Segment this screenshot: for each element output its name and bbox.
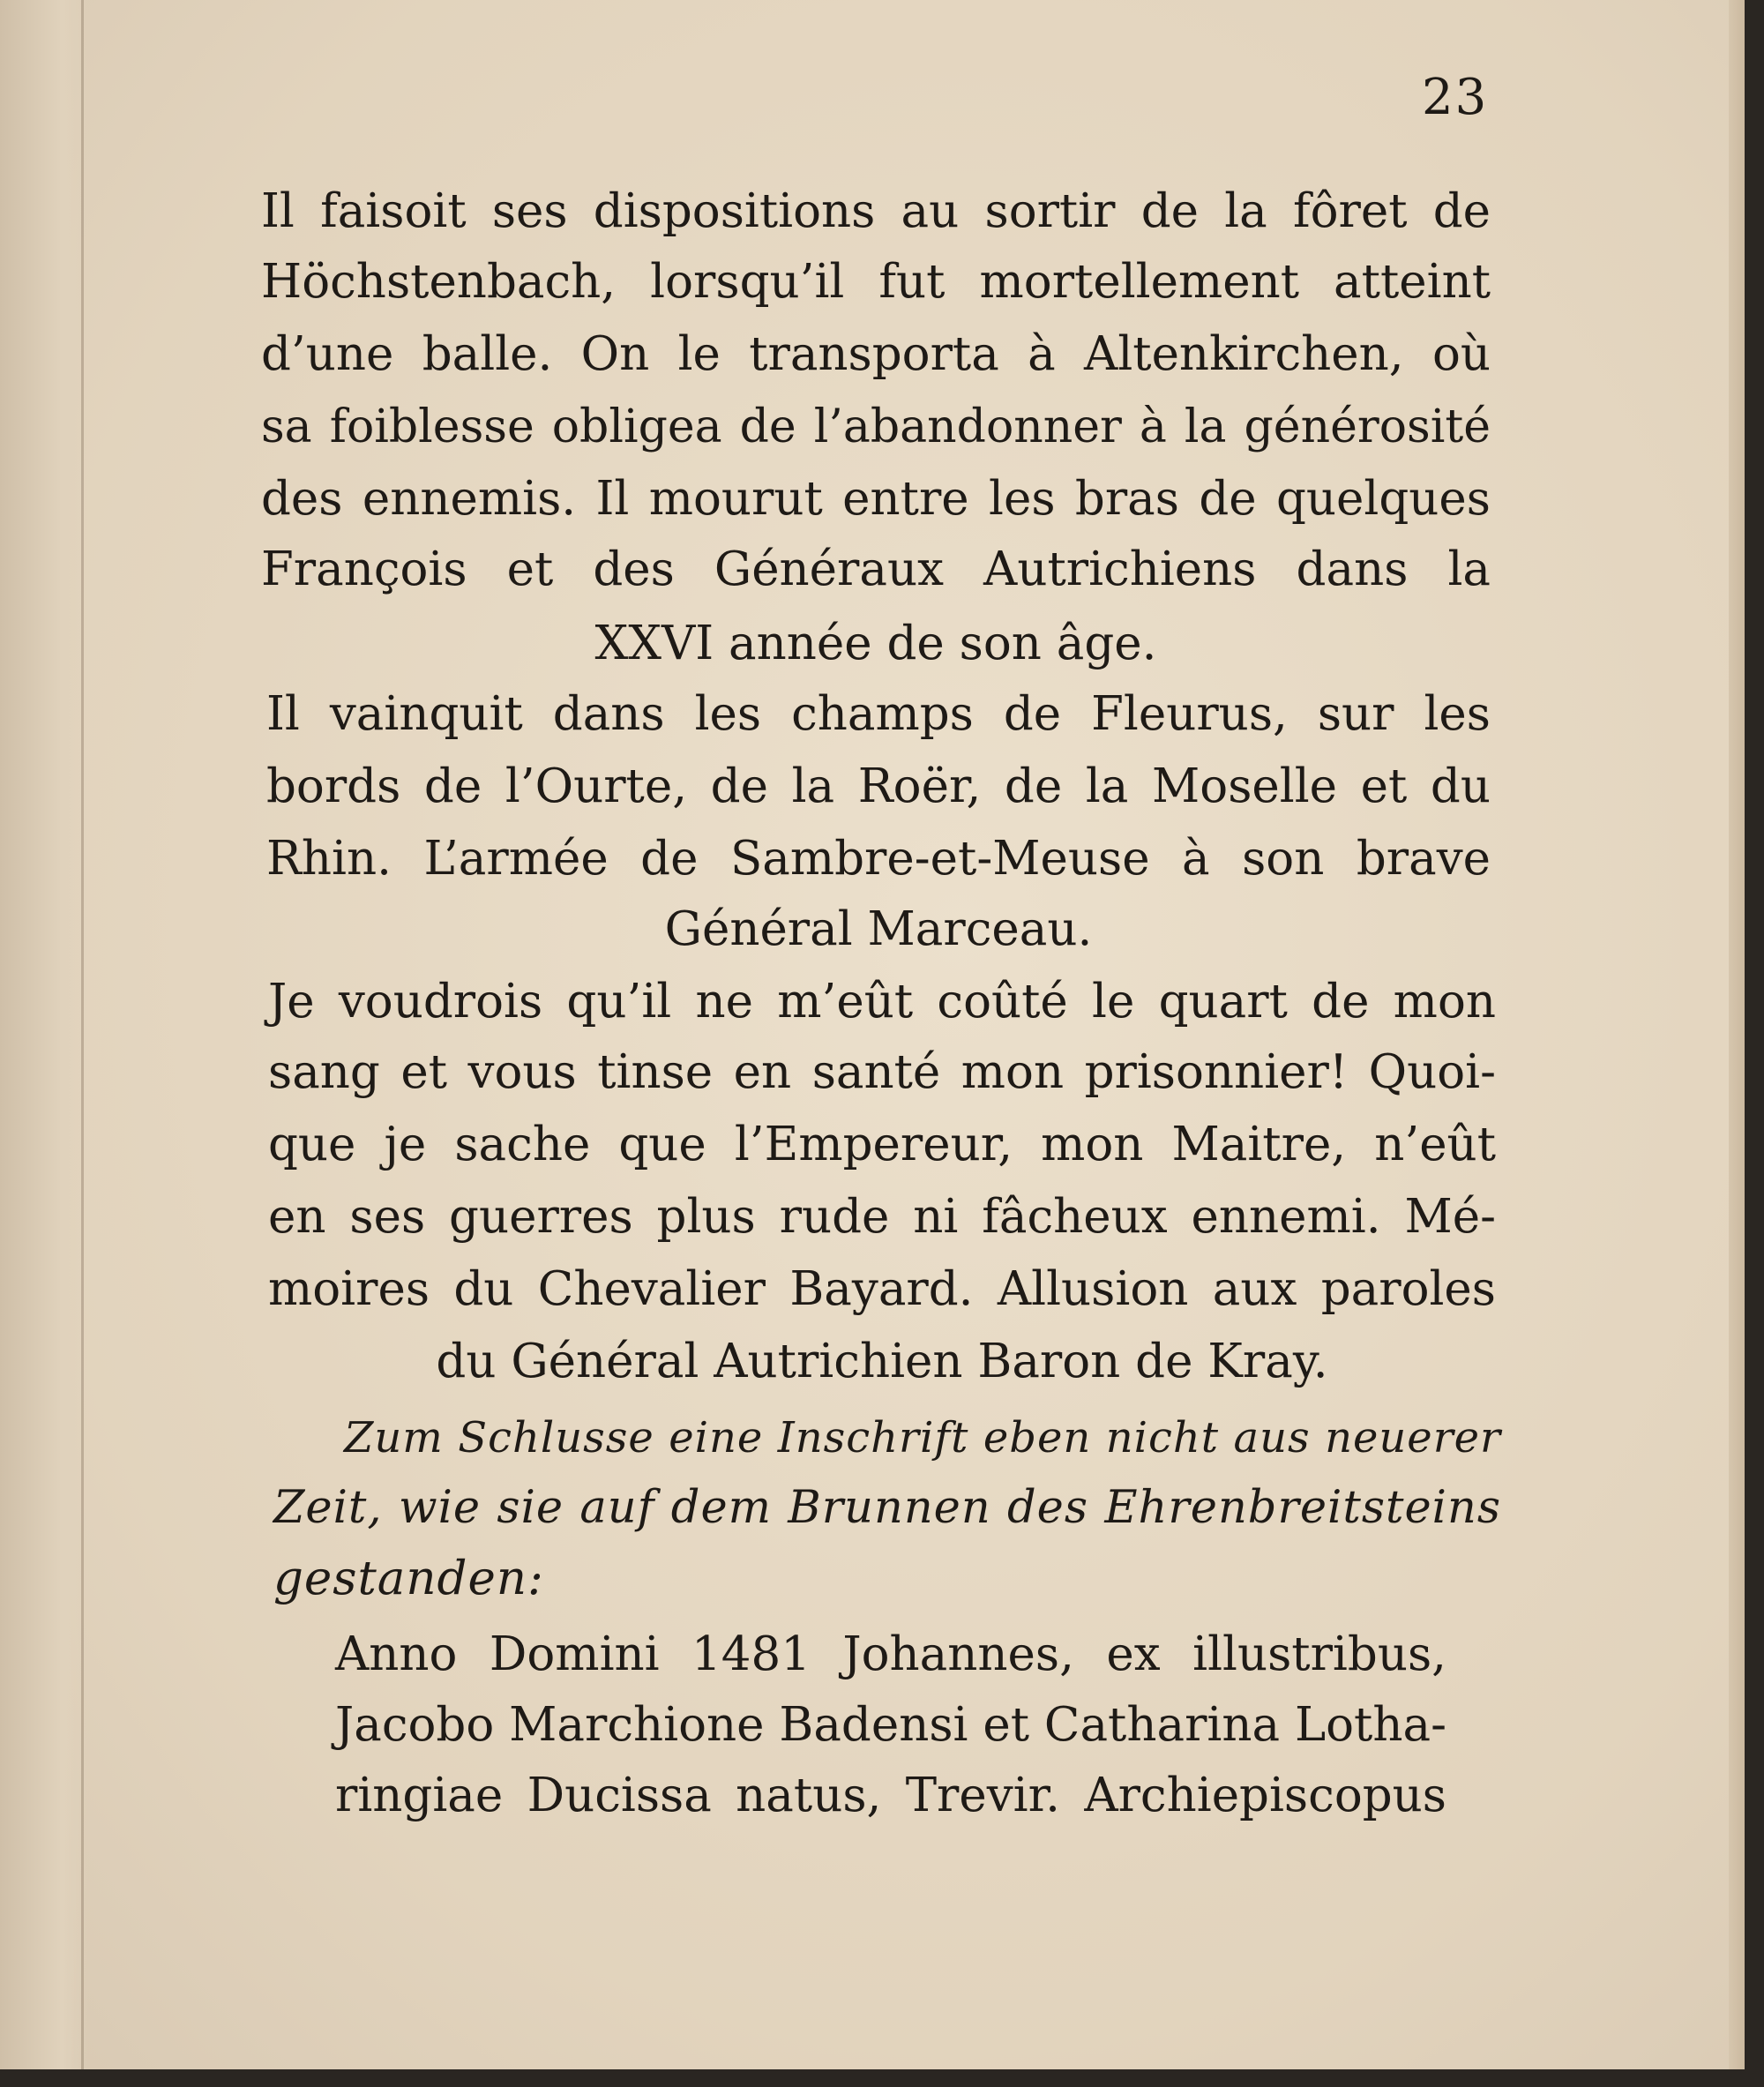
text-line: sa foiblesse obligea de l’abandonner à la générosité [261,400,1491,453]
text-line: Je voudrois qu’il ne m’eût coûté le quart de mon [268,975,1496,1029]
page-number: 23 [1422,69,1489,126]
text-line: que je sache que l’Empereur, mon Maitre, n’eût [268,1118,1496,1171]
text-line: Rhin. L’armée de Sambre-et-Meuse à son brave [266,832,1491,886]
text-line: du Général Autrichien Baron de Kray. [436,1335,1328,1388]
text-line: François et des Généraux Autrichiens dans la [261,542,1491,596]
text-line: Zeit, wie sie auf dem Brunnen des Ehrenbreitsteins [273,1482,1501,1534]
page-fold [81,0,84,2069]
page-edge [1729,0,1745,2069]
text-line: d’une balle. On le transporta à Altenkirchen, où [261,327,1491,381]
text-line: ringiae Ducissa natus, Trevir. Archiepiscopus [335,1769,1446,1822]
text-line: en ses guerres plus rude ni fâcheux ennemi. Mé- [268,1190,1496,1244]
text-line: XXVI année de son âge. [594,617,1157,670]
text-line: Il vainquit dans les champs de Fleurus, sur les [266,687,1491,741]
text-line: gestanden: [273,1552,544,1605]
text-line: sang et vous tinse en santé mon prisonnier! Quoi- [268,1045,1496,1099]
page-gutter [0,0,88,2069]
text-line: Zum Schlusse eine Inschrift eben nicht aus neuerer [344,1413,1501,1462]
text-line: des ennemis. Il mourut entre les bras de quelques [261,472,1491,526]
text-line: Général Marceau. [664,902,1093,956]
text-line: moires du Chevalier Bayard. Allusion aux paroles [268,1262,1496,1316]
text-line: Jacobo Marchione Badensi et Catharina Lotha- [335,1698,1446,1752]
text-line: Anno Domini 1481 Johannes, ex illustribus, [335,1627,1446,1681]
text-line: Il faisoit ses dispositions au sortir de la fôret de [261,184,1491,238]
text-line: Höchstenbach, lorsqu’il fut mortellement atteint [261,255,1491,309]
text-line: bords de l’Ourte, de la Roër, de la Moselle et du [266,759,1491,813]
